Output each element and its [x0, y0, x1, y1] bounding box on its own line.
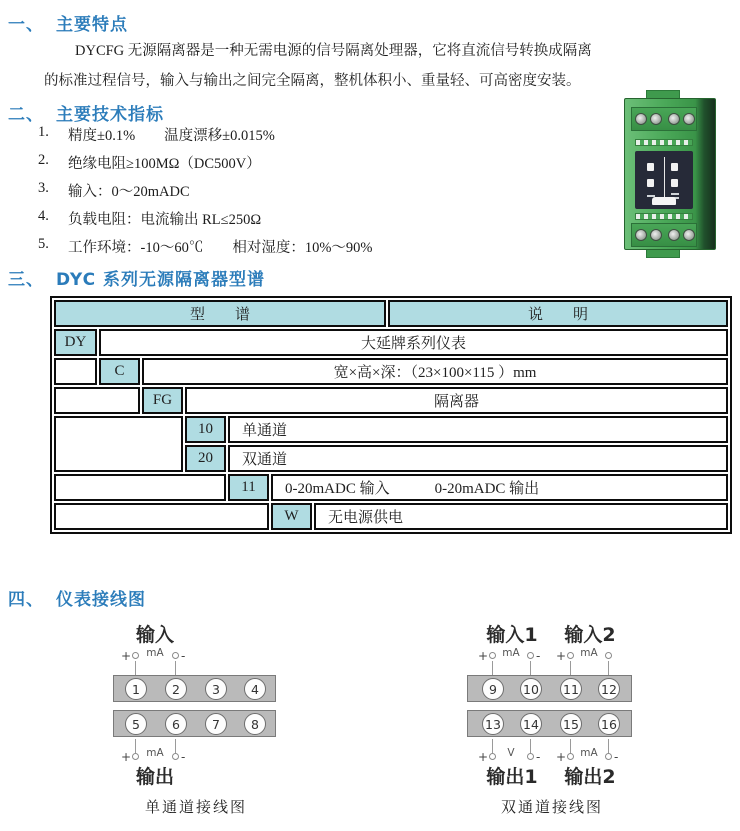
table-row [54, 503, 728, 530]
desc-cell: 隔离器 [185, 387, 728, 414]
intro-line-2: 的标准过程信号，输入与输出之间完全隔离，整机体积小、重量轻、可高密度安装。 [44, 73, 581, 89]
wire-line [608, 739, 609, 753]
blank-cell [54, 358, 97, 385]
code-cell: FG [142, 387, 183, 414]
wire-line [492, 661, 493, 675]
code-cell: 10 [185, 416, 226, 443]
io-label: 输出 [135, 766, 175, 788]
terminal-strip [467, 675, 632, 702]
section-heading-model-table [8, 265, 265, 290]
pin-circle [132, 753, 139, 760]
wire-line [530, 661, 531, 675]
polarity-sign: + [556, 750, 567, 764]
pin-circle [567, 652, 574, 659]
screw-icon [668, 229, 680, 241]
unit-label: mA [502, 647, 520, 659]
desc-cell: 大延牌系列仪表 [99, 329, 728, 356]
code-cell: DY [54, 329, 97, 356]
diagram-caption: 双通道接线图 [500, 798, 603, 816]
code-cell: W [271, 503, 312, 530]
module-front-panel [635, 151, 693, 209]
table-row [54, 416, 728, 443]
pin-circle [132, 652, 139, 659]
io-label: 输入1 [486, 624, 538, 646]
section-title: 主要技术指标 [56, 105, 164, 125]
polarity-sign: + [478, 649, 489, 663]
polarity-sign: - [181, 750, 186, 764]
section-heading-features [8, 10, 128, 35]
intro-line-1: DYCFG 无源隔离器是一种无需电源的信号隔离处理器，它将直流信号转换成隔离 [75, 43, 592, 59]
panel-mark [671, 193, 679, 195]
panel-window [647, 179, 654, 187]
wire-line [135, 739, 136, 753]
polarity-sign: + [121, 649, 132, 663]
io-label: 输入 [135, 624, 175, 646]
wire-line [530, 739, 531, 753]
section-heading-wiring [8, 585, 146, 610]
blank-cell [54, 387, 140, 414]
unit-label: mA [146, 647, 164, 659]
section-heading-specs [8, 100, 164, 125]
pin-circle [172, 652, 179, 659]
terminal: 5 [125, 713, 147, 735]
section-title: 仪表接线图 [56, 590, 146, 610]
wiring-diagram-dual-channel [467, 620, 637, 820]
header-cell-description: 说 明 [388, 300, 728, 327]
screw-icon [650, 229, 662, 241]
blank-cell [54, 503, 269, 530]
pin-circle [527, 652, 534, 659]
terminal: 15 [560, 713, 582, 735]
module-terminal-block-top [631, 107, 697, 131]
table-row [54, 474, 728, 501]
blank-cell [54, 416, 183, 472]
section-number: 四、 [8, 590, 44, 610]
header-cell-model: 型 谱 [54, 300, 386, 327]
terminal: 3 [205, 678, 227, 700]
pin-circle [172, 753, 179, 760]
terminal: 8 [244, 713, 266, 735]
screw-icon [635, 113, 647, 125]
polarity-sign: - [536, 750, 541, 764]
io-label: 输出2 [564, 766, 616, 788]
spec-text: 输入：0～20mADC [68, 184, 190, 200]
section-title: 主要特点 [56, 15, 128, 35]
table-row [54, 358, 728, 385]
terminal: 4 [244, 678, 266, 700]
terminal: 11 [560, 678, 582, 700]
panel-window [671, 179, 678, 187]
spec-text: 绝缘电阻≥100MΩ（DC500V） [68, 156, 261, 172]
diagram-caption: 单通道接线图 [144, 798, 247, 816]
pin-circle [527, 753, 534, 760]
wire-line [135, 661, 136, 675]
pin-circle [605, 652, 612, 659]
screw-icon [683, 113, 695, 125]
unit-label: mA [580, 747, 598, 759]
table-row [54, 387, 728, 414]
spec-item [38, 152, 261, 173]
intro-paragraph [44, 36, 664, 96]
table-row [54, 329, 728, 356]
spec-text: 工作环境：-10～60℃ 相对湿度：10%～90% [68, 240, 373, 256]
panel-window [671, 163, 678, 171]
spec-number: 3. [38, 180, 49, 196]
desc-cell: 无电源供电 [314, 503, 728, 530]
spec-number: 4. [38, 208, 49, 224]
terminal: 16 [598, 713, 620, 735]
terminal: 6 [165, 713, 187, 735]
io-label: 输入2 [564, 624, 616, 646]
terminal: 13 [482, 713, 504, 735]
desc-cell: 单通道 [228, 416, 728, 443]
wire-line [570, 739, 571, 753]
table-header-row [54, 300, 728, 327]
spec-number: 2. [38, 152, 49, 168]
polarity-sign: + [121, 750, 132, 764]
terminal: 14 [520, 713, 542, 735]
terminal-strip [467, 710, 632, 737]
code-cell: C [99, 358, 140, 385]
spec-item [38, 208, 261, 229]
screw-icon [683, 229, 695, 241]
pin-circle [489, 753, 496, 760]
terminal: 12 [598, 678, 620, 700]
section-number: 三、 [8, 270, 44, 290]
panel-divider-line [664, 157, 665, 197]
panel-window [647, 163, 654, 171]
blank-cell [54, 474, 226, 501]
spec-number: 1. [38, 124, 49, 140]
polarity-sign: - [181, 649, 186, 663]
screw-icon [650, 113, 662, 125]
brand-logo [652, 197, 676, 205]
terminal: 1 [125, 678, 147, 700]
spec-item [38, 236, 373, 257]
spec-text: 负载电阻：电流输出 RL≤250Ω [68, 212, 262, 228]
module-label-strip-bottom [635, 213, 693, 220]
io-label: 输出1 [486, 766, 538, 788]
wire-line [608, 661, 609, 675]
terminal: 10 [520, 678, 542, 700]
product-photo [612, 90, 728, 258]
pin-circle [567, 753, 574, 760]
spec-item [38, 124, 275, 145]
wire-line [570, 661, 571, 675]
terminal: 2 [165, 678, 187, 700]
spec-item [38, 180, 190, 201]
pin-circle [489, 652, 496, 659]
terminal-strip [113, 710, 276, 737]
unit-label: mA [580, 647, 598, 659]
wiring-diagram-single-channel [111, 620, 281, 820]
screw-icon [668, 113, 680, 125]
pin-circle [605, 753, 612, 760]
polarity-sign: + [478, 750, 489, 764]
polarity-sign: - [536, 649, 541, 663]
terminal-strip [113, 675, 276, 702]
wire-line [175, 739, 176, 753]
desc-cell: 0-20mADC 输入 0-20mADC 输出 [271, 474, 728, 501]
wire-line [492, 739, 493, 753]
desc-cell: 宽×高×深：（23×100×115 ）mm [142, 358, 728, 385]
module-label-strip-top [635, 139, 693, 146]
code-cell: 11 [228, 474, 269, 501]
spec-text: 精度±0.1% 温度漂移±0.015% [68, 128, 275, 144]
section-number: 二、 [8, 105, 44, 125]
polarity-sign: - [614, 750, 619, 764]
section-title: DYC 系列无源隔离器型谱 [56, 270, 265, 290]
terminal: 9 [482, 678, 504, 700]
terminal: 7 [205, 713, 227, 735]
unit-label: mA [146, 747, 164, 759]
polarity-sign: + [556, 649, 567, 663]
unit-label: V [507, 747, 515, 759]
module-terminal-block-bottom [631, 223, 697, 247]
desc-cell: 双通道 [228, 445, 728, 472]
wire-line [175, 661, 176, 675]
module-body [624, 98, 716, 250]
model-spectrum-table [50, 296, 732, 534]
code-cell: 20 [185, 445, 226, 472]
screw-icon [635, 229, 647, 241]
section-number: 一、 [8, 15, 44, 35]
spec-number: 5. [38, 236, 49, 252]
